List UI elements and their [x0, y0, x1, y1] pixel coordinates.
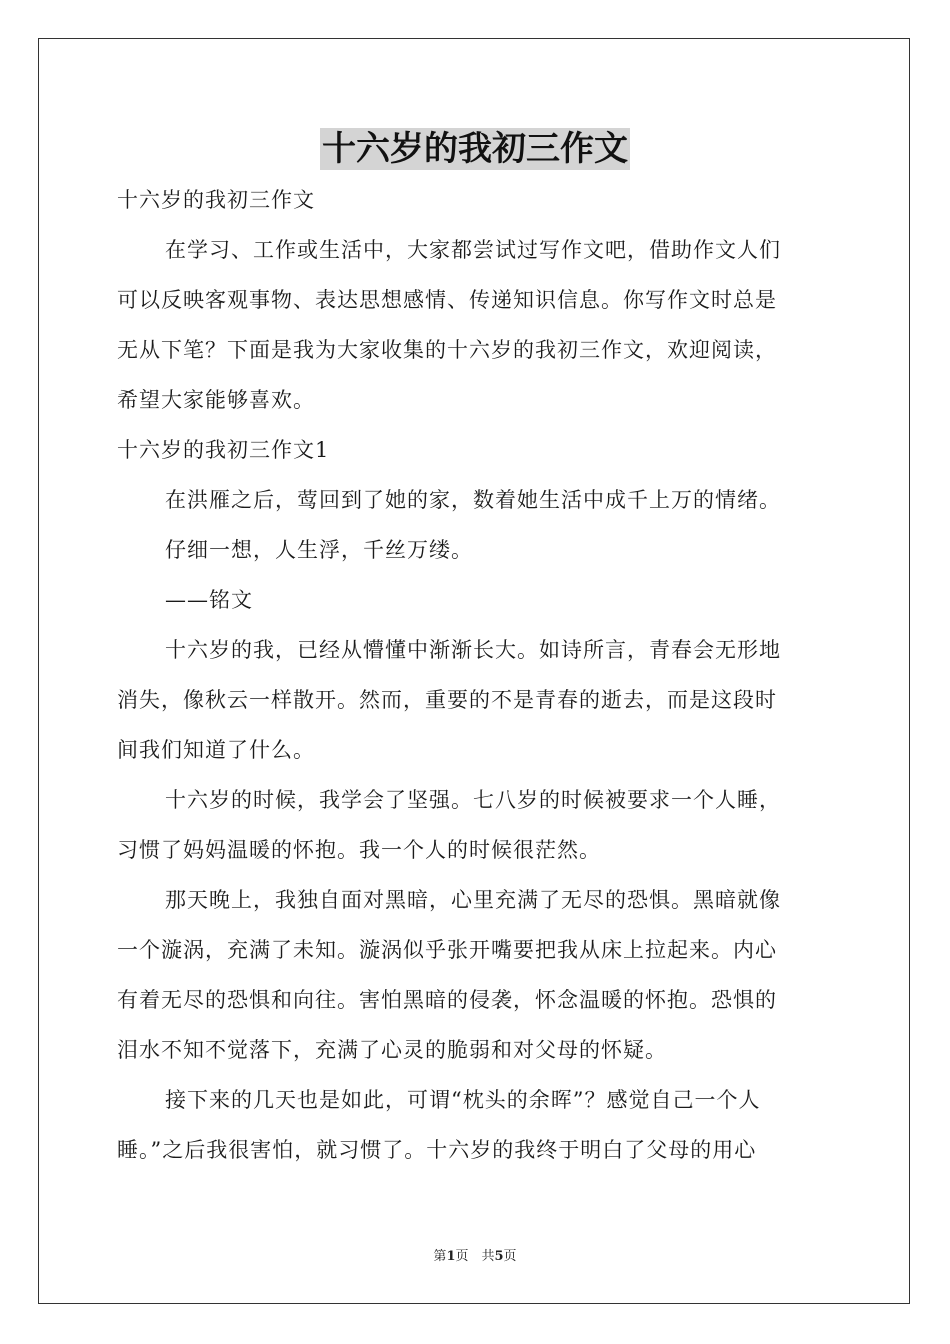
body-line: 可以反映客观事物、表达思想感情、传递知识信息。你写作文时总是 — [117, 288, 777, 312]
footer-prefix: 第 — [433, 1249, 447, 1264]
body-line: 那天晚上，我独自面对黑暗，心里充满了无尽的恐惧。黑暗就像 — [165, 888, 781, 912]
footer-suffix: 页 — [503, 1249, 517, 1264]
section-heading: 十六岁的我初三作文1 — [117, 438, 330, 462]
total-page-number: 5 — [494, 1249, 504, 1264]
body-line: 有着无尽的恐惧和向往。害怕黑暗的侵袭，怀念温暖的怀抱。恐惧的 — [117, 988, 777, 1012]
document-title: 十六岁的我初三作文 — [322, 129, 628, 169]
title-wrapper — [0, 128, 950, 170]
current-page-number: 1 — [446, 1249, 456, 1264]
body-line: 习惯了妈妈温暖的怀抱。我一个人的时候很茫然。 — [117, 838, 601, 862]
document-body — [117, 175, 833, 1175]
body-line: 在洪雁之后，莺回到了她的家，数着她生活中成千上万的情绪。 — [165, 488, 781, 512]
body-line: 一个漩涡，充满了未知。漩涡似乎张开嘴要把我从床上拉起来。内心 — [117, 938, 777, 962]
body-line: 泪水不知不觉落下，充满了心灵的脆弱和对父母的怀疑。 — [117, 1038, 667, 1062]
body-line: 接下来的几天也是如此，可谓“枕头的余晖”？感觉自己一个人 — [165, 1088, 761, 1112]
body-line: 在学习、工作或生活中，大家都尝试过写作文吧，借助作文人们 — [165, 238, 781, 262]
body-line: ——铭文 — [165, 588, 253, 612]
body-line: 十六岁的时候，我学会了坚强。七八岁的时候被要求一个人睡， — [165, 788, 781, 812]
body-line: 间我们知道了什么。 — [117, 738, 315, 762]
body-line: 仔细一想，人生浮，千丝万缕。 — [165, 538, 473, 562]
body-line: 无从下笔？下面是我为大家收集的十六岁的我初三作文，欢迎阅读， — [117, 338, 777, 362]
page-footer — [0, 1245, 950, 1264]
body-line: 睡。”之后我很害怕，就习惯了。十六岁的我终于明白了父母的用心 — [117, 1138, 757, 1162]
body-line: 十六岁的我，已经从懵懂中渐渐长大。如诗所言，青春会无形地 — [165, 638, 781, 662]
body-line: 十六岁的我初三作文 — [117, 188, 315, 212]
body-line: 消失，像秋云一样散开。然而，重要的不是青春的逝去，而是这段时 — [117, 688, 777, 712]
body-line: 希望大家能够喜欢。 — [117, 388, 315, 412]
footer-mid: 页 共 — [455, 1249, 495, 1264]
